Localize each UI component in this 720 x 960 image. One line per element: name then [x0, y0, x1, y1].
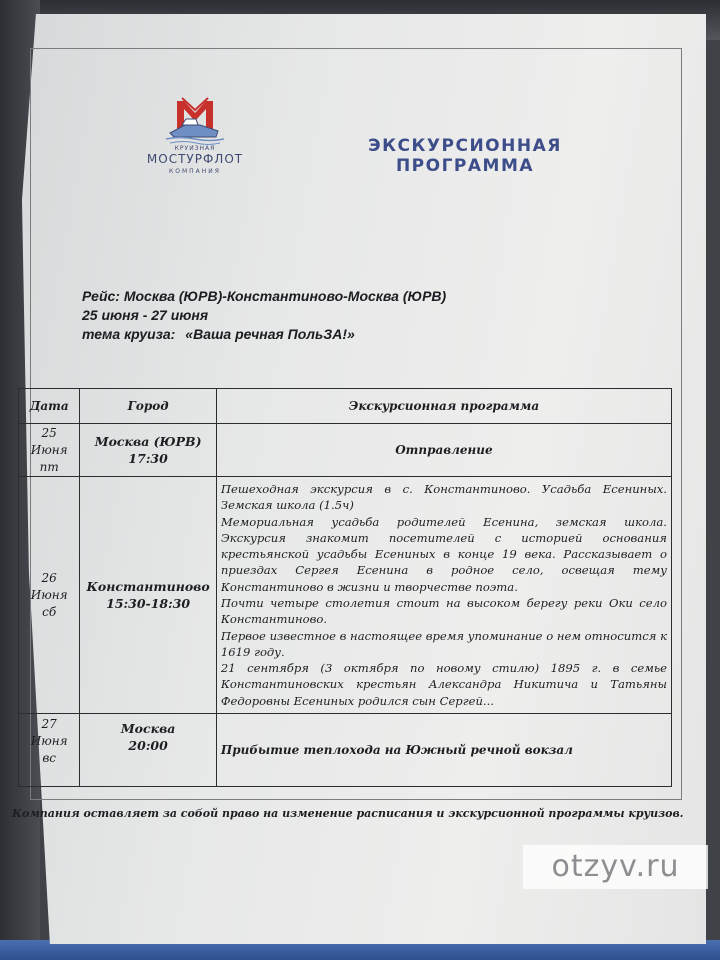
date-day: 26: [41, 570, 57, 585]
program-cell: [216, 477, 671, 714]
trip-theme-value: «Ваша речная ПольЗА!»: [185, 326, 355, 342]
date-month: Июня: [30, 587, 68, 602]
trip-info: [82, 287, 502, 344]
city-time: 15:30-18:30: [106, 596, 191, 611]
program-cell: [216, 424, 671, 477]
program-line: Почти четыре столетия стоит на высоком берегу реки Оки село: [220, 596, 667, 610]
program-line: Мемориальная усадьба родителей Есенина, земская школа.: [220, 514, 667, 529]
program-line: приездах Сергея Есенина в родное село, освещая тему: [220, 563, 667, 578]
header-date: Дата: [19, 389, 80, 424]
date-weekday: сб: [42, 604, 57, 619]
heading-line-1: ЭКСКУРСИОННАЯ: [368, 136, 562, 156]
logo-company-name: МОСТУРФЛОТ: [146, 152, 244, 166]
date-weekday: вс: [42, 751, 57, 765]
table-row: [19, 714, 672, 787]
logo-tagline-top: КРУИЗНАЯ: [174, 145, 216, 152]
program-line: Пешеходная экскурсия в с. Константиново. Усадьба Есениных.: [220, 481, 667, 496]
date-month: Июня: [30, 442, 68, 457]
table-row: [19, 477, 672, 714]
program-line: Константиново в жизни и творчестве поэта.: [220, 579, 518, 594]
heading-line-2: ПРОГРАММА: [395, 156, 535, 176]
program-line: Экскурсия знакомит посетителей с историей основания: [220, 530, 667, 545]
program-line: Константиново.: [220, 612, 328, 627]
program-line: Первое известное в настоящее время упоминание о нем относится к: [220, 628, 667, 643]
program-line: Константиновских крестьян Александра Никитича и Татьяны: [220, 677, 667, 692]
schedule-table: [18, 388, 672, 787]
logo-tagline-bottom: КОМПАНИЯ: [169, 168, 221, 175]
trip-route: Рейс: Москва (ЮРВ)-Константиново-Москва (ЮРВ): [82, 288, 447, 304]
date-weekday: пт: [39, 459, 59, 474]
city-name: Константиново: [86, 579, 210, 594]
document-heading: [330, 136, 600, 176]
date-day: 25: [41, 425, 57, 440]
program-cell: [216, 714, 671, 787]
program-text: Отправление: [395, 442, 493, 457]
date-day: 27: [41, 717, 57, 731]
trip-dates: 25 июня - 27 июня: [82, 307, 209, 323]
program-line: Земская школа (1.5ч): [220, 498, 354, 513]
city-cell: [80, 424, 217, 477]
site-watermark: otzyv.ru: [523, 845, 708, 889]
date-cell: [19, 424, 80, 477]
city-name: Москва: [120, 721, 176, 736]
header-program: Экскурсионная программа: [216, 389, 671, 424]
program-line: 21 сентября (3 октября по новому стилю) 1895 г. в семье: [220, 661, 667, 676]
ship-logo-icon: [130, 95, 260, 147]
company-logo: [130, 95, 260, 185]
header-city: Город: [80, 389, 217, 424]
date-cell: [19, 714, 80, 787]
city-name: Москва (ЮРВ): [94, 434, 202, 449]
city-time: 20:00: [128, 738, 168, 753]
city-cell: [80, 477, 217, 714]
date-month: Июня: [30, 734, 68, 748]
trip-theme-label: тема круиза:: [82, 326, 176, 342]
table-header-row: [19, 389, 672, 424]
date-cell: [19, 477, 80, 714]
program-line: крестьянской усадьбы Есениных в конце 19 века. Рассказывает о: [220, 547, 667, 562]
city-time: 17:30: [128, 451, 168, 466]
program-text: Прибытие теплохода на Южный речной вокзал: [220, 742, 573, 757]
city-cell: [80, 714, 217, 787]
program-line: 1619 году.: [220, 644, 285, 659]
trip-theme: [82, 325, 502, 344]
program-line: Федоровны Есениных родился сын Сергей...: [220, 693, 494, 708]
table-row: [19, 424, 672, 477]
footer-disclaimer: Компания оставляет за собой право на изменение расписания и экскурсионной программы круизов.: [12, 807, 684, 820]
